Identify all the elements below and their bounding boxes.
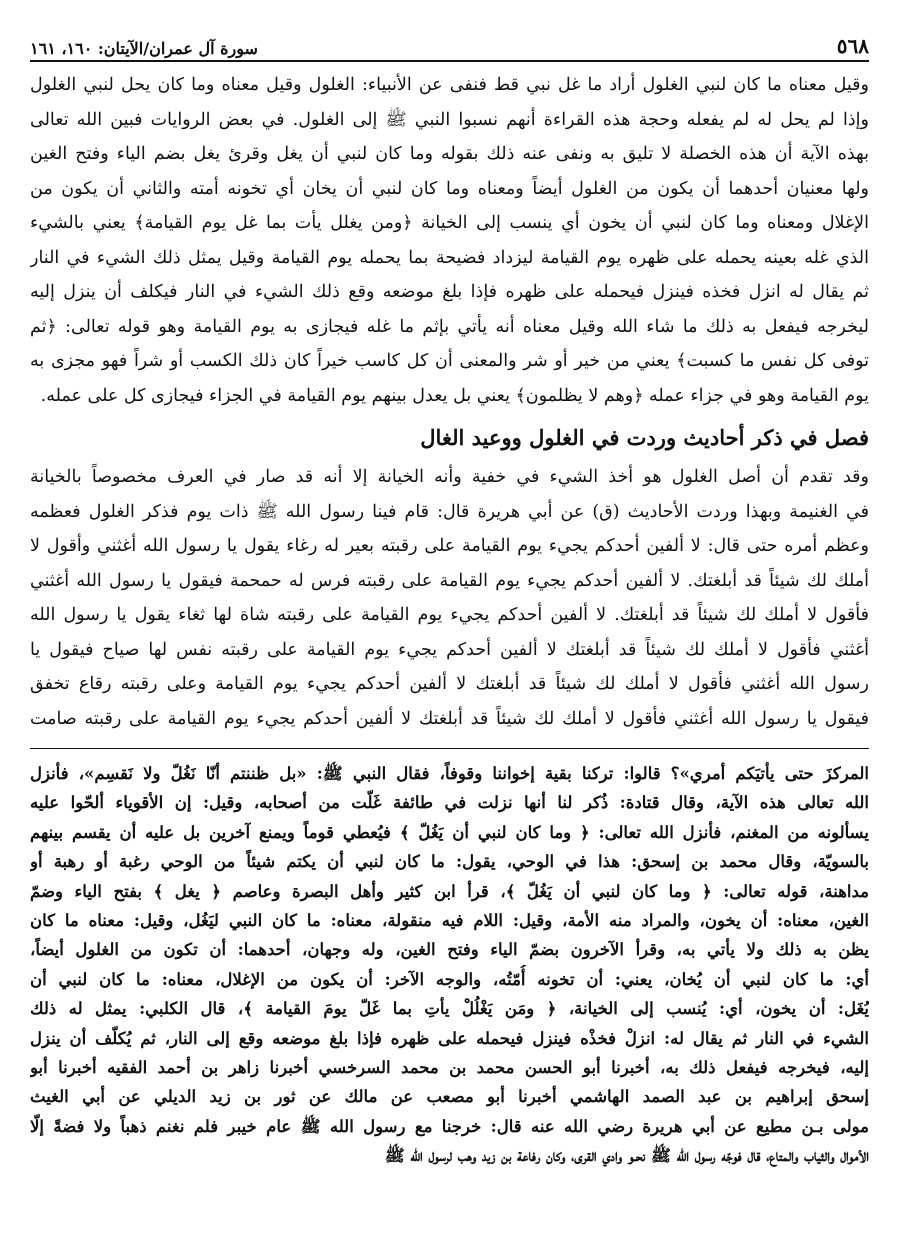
footnote-line: الله تعالى هذه الآية، وقال قتادة: ذُكر لنا أنها نزلت في طائفة غَلّت من أصحابه، وقيل: إن الأقوياء ألحّوا عليه [30, 793, 869, 813]
text-line: الإغلال ومعناه وما كان لنبي أن يخون أي ينسب إلى الخيانة ﴿ومن يغلل يأت بما غل يوم القيامة﴾ يعني بالشيء [30, 213, 869, 233]
footnote-line: أي: ما كان لنبي أن يُخان، يعني: أن تخونه أُمّتُه، والوجه الآخر: أن يكون من الإغلال، معناه: ما كان لنبي أن [30, 969, 869, 989]
footnote-line: يسألونه من المغنم، فأنزل الله تعالى: ﴿ وما كان لنبي أن يَغُلّ ﴾ فيُعطي قوماً ويمنع آخرين بل عليه أن يقسم بينهم [30, 822, 869, 842]
text-line: فأقول لا أملك لك شيئاً قد أبلغتك. لا ألفين أحدكم يجيء يوم القيامة على رقبته شاة لها ثغاء يقول يا رسول الله [30, 605, 869, 625]
footnote-line: الغين، معناه: أن يخون، والمراد منه الأمة، وقيل: اللام فيه منقولة، معناه: ما كان النبي ليَغُل، وقيل: معناه ما كان [30, 911, 869, 931]
footnote-line: يُغَل: أن يخون، أي: يُنسب إلى الخيانة، ﴿ ومَن يَغْلُلْ يأتِ بما غَلّ يومَ القيامة ﴾، قال الكلبي: يمثل له ذلك [30, 999, 869, 1019]
text-line: وقيل معناه ما كان لنبي الغلول أراد ما غل نبي قط فنفى عن الأنبياء: الغلول وقيل معناه وما كان يحل لنبي الغلول [30, 75, 869, 95]
section-heading: فصل في ذكر أحاديث وردت في الغلول ووعيد الغال [420, 425, 869, 450]
page-header [30, 28, 869, 58]
text-line: وإذا لم يحل له لم يفعله وحجة هذه القراءة أنهم نسبوا النبي ﷺ إلى الغلول. في بعض الروايات فبين الله تعالى [30, 109, 869, 130]
main-text [30, 68, 869, 736]
page-number: ٥٦٨ [836, 34, 869, 58]
text-line: ثم يقال له انزل فخذه فينزل فيحمله على ظهره فإذا بلغ موضعه وقع ذلك الشيء في النار فيكلف أن ينزل إليه [30, 282, 869, 302]
text-line: فيقول يا رسول الله أغثني فأقول لا أملك لك شيئاً قد أبلغتك لا ألفين أحدكم يجيء يوم القيامة على رقبته صامت [30, 708, 869, 729]
footnote-line: الأموال والثياب والمتاع، قال فوجّه رسول الله ﷺ نحـو وادي القرى، وكان رفاعة بن زيد وهب لرسول الله ﷺ [384, 1146, 869, 1166]
footnote-line: يظن به ذلك ولا يأتي به، وقرأ الآخرون بضمّ الياء وفتح الغين، وله وجهان، أحدهما: أن تكون من الغلول أيضاً، [30, 940, 869, 960]
text-line: رسول الله أغثني فأقول لا أملك لك شيئاً قد أبلغتك لا ألفين أحدكم يجيء يوم القيامة وعلى رقبته رقاع تخفق [30, 674, 869, 694]
text-line: في الغنيمة وبهذا وردت الأحاديث (ق) عن أبي هريرة قال: قام فينا رسول الله ﷺ ذات يوم فذكر الغلول فعظمه [30, 501, 869, 522]
text-line: بهذه الآية أن هذه الخصلة لا تليق به ونفى عنه ذلك بقوله وما كان لنبي أن يغل وقرئ يغل بضم الياء وفتح الغين [30, 144, 869, 164]
footnote-line: بالسويّة، وقال محمد بن إسحق: هذا في الوحي، يقول: ما كان لنبي أن يكتم شيئاً من الوحي رغبة أو رهبة أو [30, 852, 869, 872]
text-line: ولها معنيان أحدهما أن يكون من الغلول أيضاً ومعناه وما كان لنبي أن يخان أي تخونه أمته والثاني أن يكون من [30, 178, 869, 199]
text-line: يوم القيامة وهو في جزاء عمله ﴿وهم لا يظلمون﴾ يعني بل يعدل بينهم يوم القيامة في الجزاء فيجازى كل على عمله. [40, 385, 869, 406]
footnote-line: إليه، فيخرجه فيفعل ذلك به، أخبرنا أبو الحسن محمد بن محمد السرخسي أخبرنا زاهر بن أحمد الفقيه أخبرنا أبو [30, 1058, 869, 1078]
footnote-line: المركزَ حتى يأتيَكم أمري»؟ قالوا: تركنا بقية إخواننا وقوفاً، فقال النبي ﷺ: «بل ظننتم أنّا نَغُلّ ولا نَقسِم»، فأنزل [30, 764, 869, 783]
footnote-separator [30, 748, 869, 749]
text-line: ليخرجه فيفعل به ذلك ما شاء الله وقيل معناه أنه يأتي بإثم ما غله فيجازى به يوم القيامة وهو قوله تعالى: ﴿ثم [30, 316, 869, 337]
footnote-line: إسحق إبراهيم بن عبد الصمد الهاشمي أخبرنا أبو مصعب عن مالك عن ثور بن زيد الديلي عن أبي الغيث [30, 1087, 869, 1107]
footnote-line: مولى بـن مطيع عن أبي هريرة رضي الله عنه قال: خرجنا مع رسول الله ﷺ عام خيبر فلم نغنم ذهباً ولا فضةً إلّا [30, 1116, 869, 1136]
text-line: أملك لك شيئاً قد أبلغتك. لا ألفين أحدكم يجيء يوم القيامة على رقبته فرس له حمحمة فيقول يا رسول الله أغثني [30, 570, 869, 591]
sura-title: سورة آل عمران/الآيتان: ١٦٠، ١٦١ [30, 39, 258, 58]
text-line: الذي غله بعينه يحمله على ظهره يوم القيامة ليزداد فضيحة بما يحمله يوم القيامة وقيل يمثل ذلك الشيء في النار [30, 247, 869, 268]
text-line: أغثني فأقول لا أملك لك شيئاً قد أبلغتك لا ألفين أحدكم يجيء يوم القيامة على رقبته نفس لها صياح فيقول يا [30, 639, 869, 660]
footnote-line: مداهنة، قوله تعالى: ﴿ وما كان لنبي أن يَغُلّ ﴾، قرأ ابن كثير وأهل البصرة وعاصم ﴿ يغل ﴾ بفتح الياء وضمّ [30, 881, 869, 901]
text-line: توفى كل نفس ما كسبت﴾ يعني من خير أو شر والمعنى أن كل كاسب خيراً كان ذلك الكسب أو شراً فهو مجزى به [30, 351, 869, 371]
footnote-line: الشيء في النار ثم يقال له: انزلْ فخذْه فينزل فيحمله على ظهره فإذا بلغ موضعه وقع إلى النار، ثم يُكلّف أن ينزل [30, 1028, 869, 1048]
footnotes [30, 759, 869, 1171]
text-line: وقد تقدم أن أصل الغلول هو أخذ الشيء في خفية وأنه الخيانة إلا أنه قد صار في العرف مخصوصاً بالخيانة [30, 467, 869, 487]
header-rule [30, 60, 869, 62]
text-line: وعظم أمره حتى قال: لا ألفين أحدكم يجيء يوم القيامة على رقبته بعير له رغاء يقول يا رسول الله أغثني وأقول لا [30, 536, 869, 556]
